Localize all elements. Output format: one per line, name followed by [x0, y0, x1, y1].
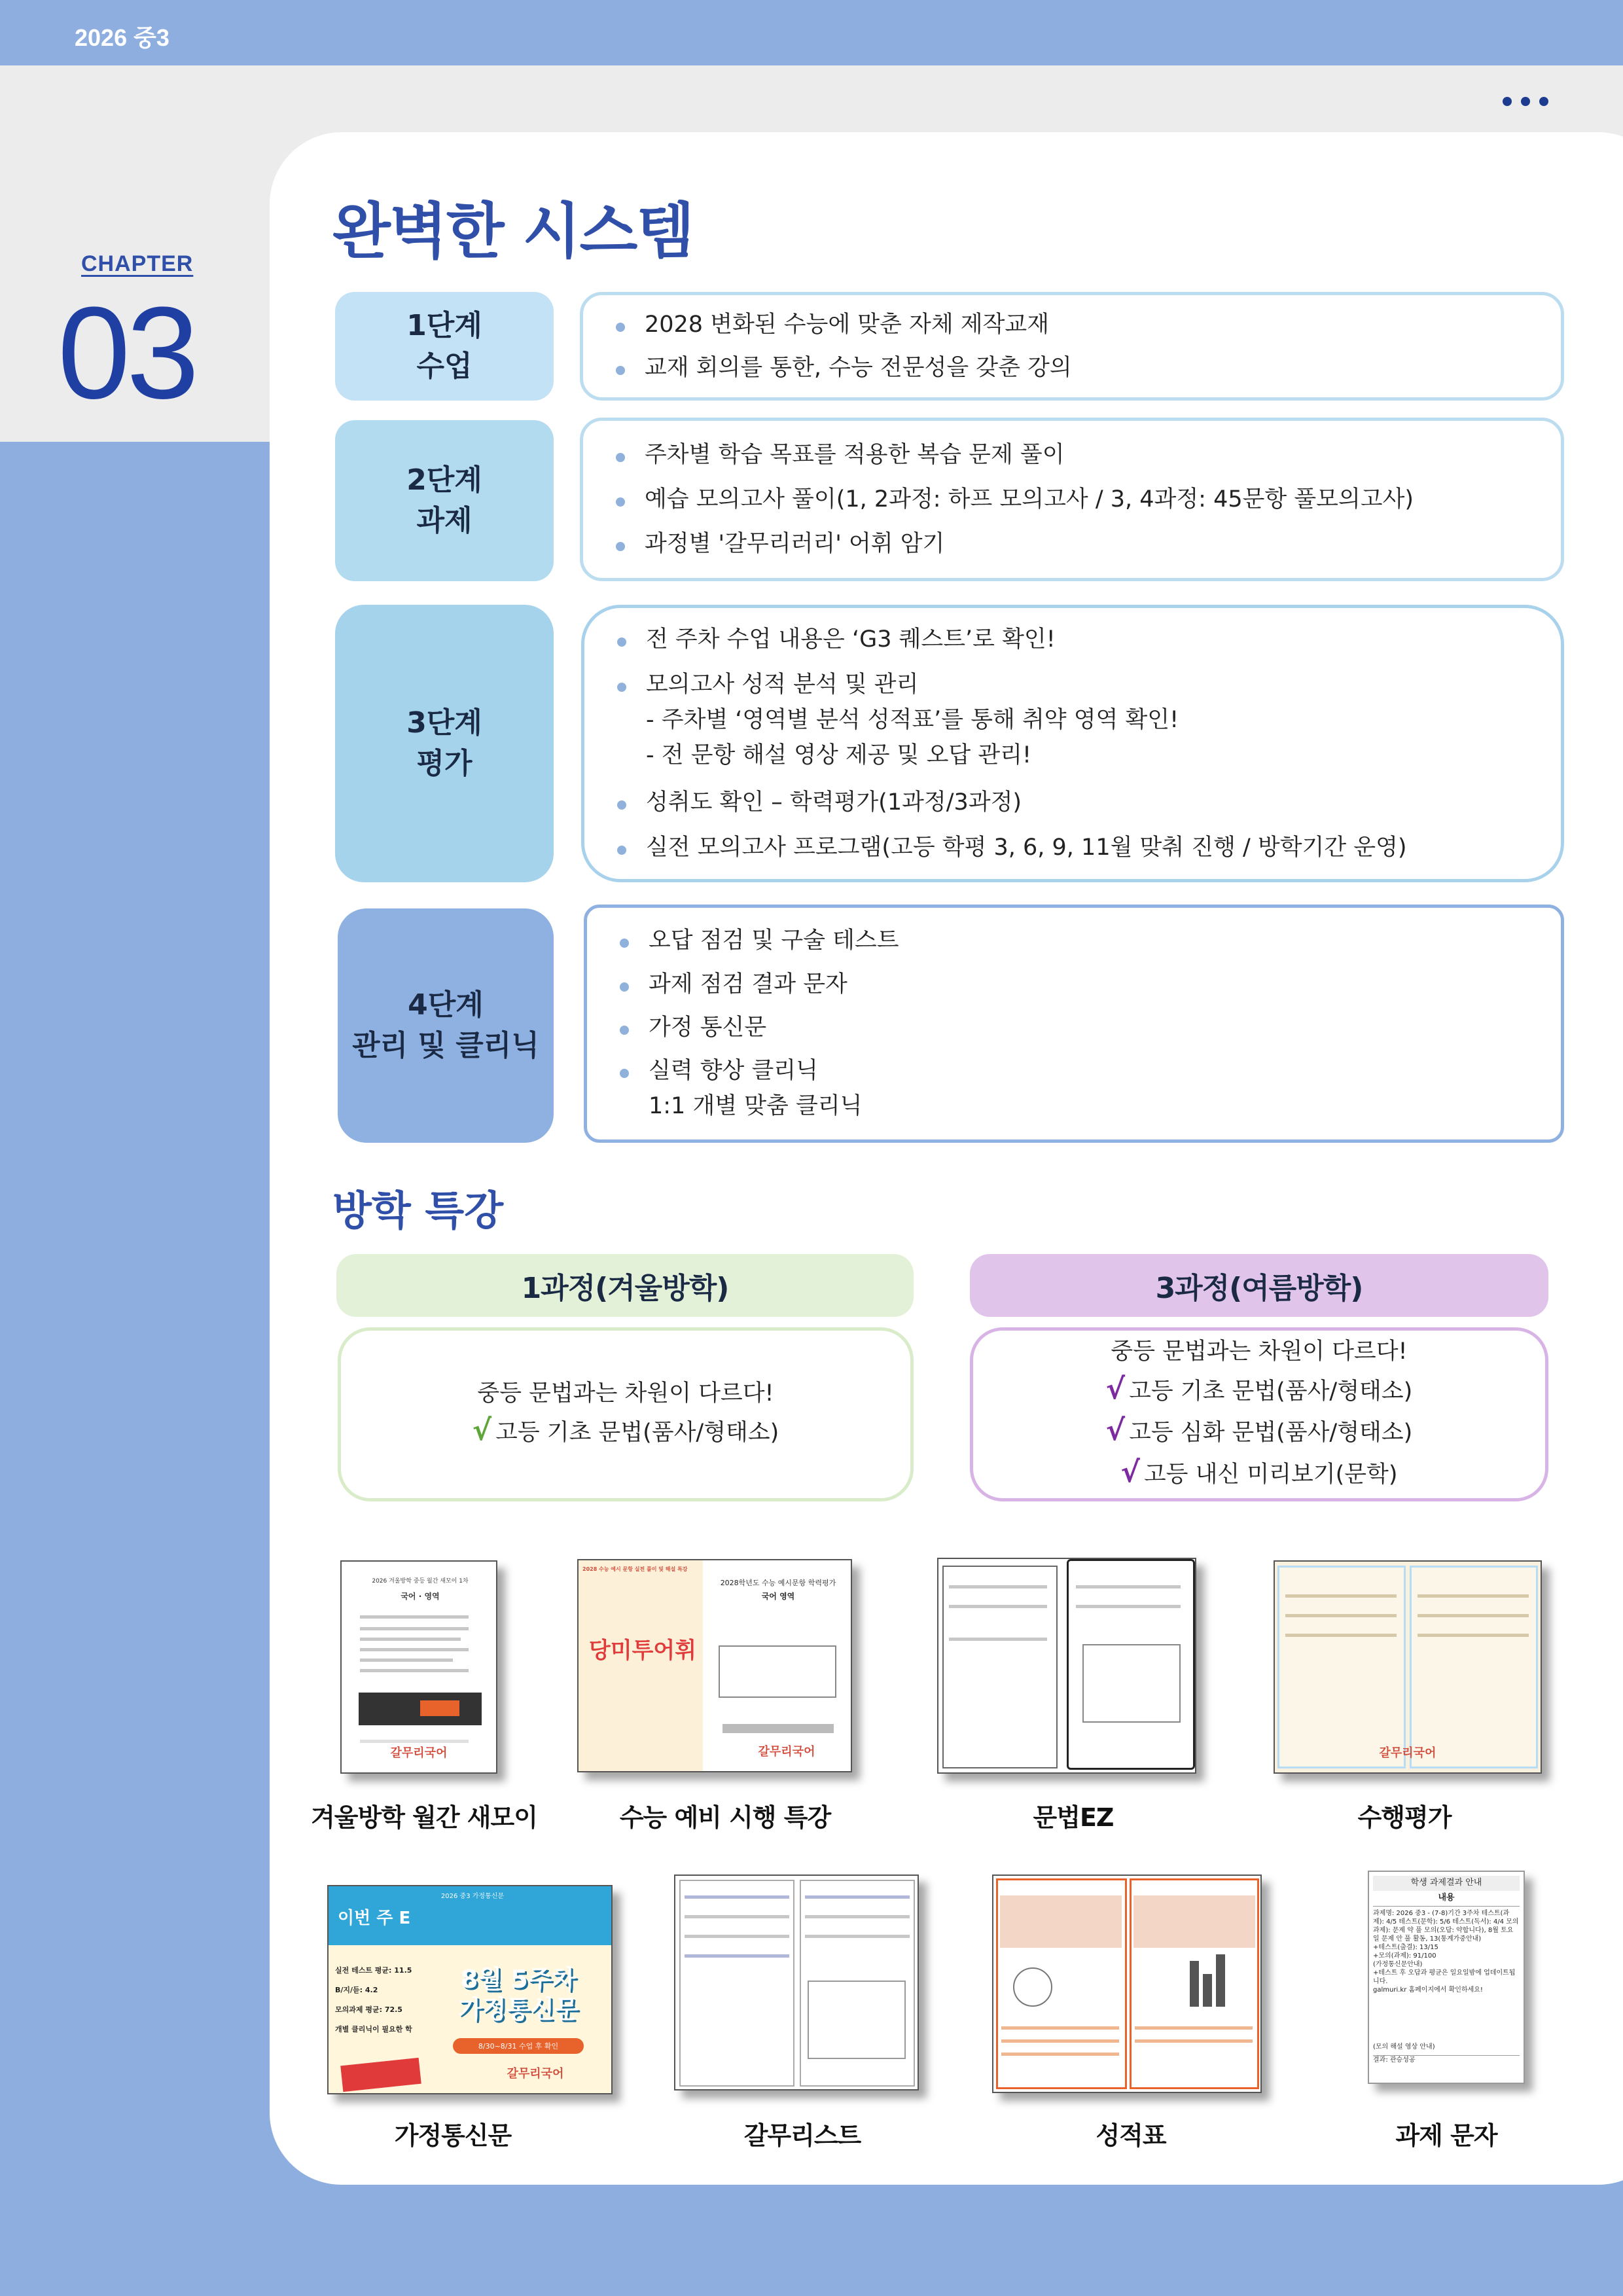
checkmark-icon: √: [472, 1414, 492, 1448]
thumb-grammar-ez: [937, 1558, 1196, 1774]
stage-2-label: 2단계 과제: [335, 420, 554, 581]
header-label: 2026 중3: [75, 24, 169, 51]
stage-3-item: 모의고사 성적 분석 및 관리 - 주차별 ‘영역별 분석 성적표’를 통해 취약 영역 확인! - 전 문항 해설 영상 제공 및 오답 관리!: [617, 667, 1561, 774]
thumb-newsletter-row: 실전 테스트 평균: 11.5: [335, 1966, 412, 1975]
course-2-check: [1106, 1369, 1413, 1410]
thumb-newsletter-label: 2026 중3 가정통신문: [440, 1893, 505, 1900]
course-2-intro: 중등 문법과는 차원이 다르다!: [1111, 1338, 1408, 1365]
chapter-label: CHAPTER: [81, 251, 194, 276]
thumb-newsletter-row: 개별 클리닉이 필요한 학: [335, 2025, 412, 2034]
stage-4-label: 4단계 관리 및 클리닉: [338, 908, 554, 1143]
thumb-winter-monthly: [340, 1560, 497, 1774]
checkmark-icon: √: [1105, 1414, 1126, 1448]
thumb-winter-monthly-header: 2026 겨울방학 중등 월간 새모이 1차: [372, 1578, 469, 1585]
thumb-task-head: 내용: [1373, 1891, 1520, 1907]
thumb-newsletter: [327, 1885, 613, 2094]
thumb-winter-monthly-sub: 국어 · 영역: [401, 1592, 440, 1601]
thumb-suneung-banner: 2028 수능 예시 문항 실전 풀이 및 해설 특강: [582, 1566, 688, 1572]
stage-4-item: 오답 점검 및 구술 테스트: [620, 923, 1561, 958]
thumb-task-body: 과제명: 2026 중3 - (7-8)기간 3주차 테스트(과제): 4/5 테스트(문학): 5/6 테스트(독서): 4/4 모의과제): 문제 약 풀 모의(오답: 약합니다), 8월 토요일 문제 안 풀 활동, 13(통계가중안내) +테스트(출결): 13/15 +모의(과제): 91/100 (가정통신문안내) +테스트 후 오답과 평균은 일요일밤에 업데이트됩니다. galmuri.kr 홈페이지에서 확인하세요!: [1373, 1909, 1519, 1994]
stage-2-item: 과정별 '갈무리러리' 어휘 암기: [616, 526, 1561, 562]
chapter-number: 03: [58, 280, 196, 426]
stage-3-item: 성취도 확인 – 학력평가(1과정/3과정): [617, 785, 1561, 820]
stage-4-item: 가정 통신문: [620, 1010, 1561, 1045]
caption-suneung-preview: 수능 예비 시행 특강: [619, 1803, 831, 1832]
stage-4-item: 실력 향상 클리닉 1:1 개별 맞춤 클리닉: [620, 1053, 1561, 1124]
stage-1-item: 2028 변화된 수능에 맞춘 자체 제작교재: [616, 307, 1561, 342]
caption-winter-monthly: 겨울방학 월간 새모이: [311, 1803, 537, 1832]
thumb-brand: 갈무리국어: [390, 1746, 448, 1760]
course-2-check-text: 고등 심화 문법(품사/형태소): [1129, 1420, 1413, 1446]
thumb-brand: 갈무리국어: [507, 2067, 564, 2081]
course-2-heading: 3과정(여름방학): [970, 1254, 1548, 1317]
course-2-box: [970, 1327, 1548, 1501]
thumb-suneung-preview: [577, 1559, 852, 1772]
caption-report-card: 성적표: [1096, 2121, 1166, 2150]
course-1-box: [338, 1327, 914, 1501]
course-1-check: [473, 1410, 779, 1452]
special-title: 방학 특강: [332, 1187, 504, 1234]
thumb-task-foot: 결과: 관승성공: [1373, 2055, 1520, 2064]
course-2-check: [1120, 1452, 1397, 1494]
caption-newsletter: 가정통신문: [394, 2121, 512, 2150]
thumb-newsletter-row: 모의과제 평균: 72.5: [335, 2005, 402, 2014]
thumb-newsletter-sub: 8/30~8/31 수업 후 확인: [453, 2038, 584, 2054]
caption-performance-eval: 수행평가: [1357, 1803, 1452, 1832]
thumb-brand: 갈무리국어: [1379, 1746, 1436, 1760]
stage-2-item: 예습 모의고사 풀이(1, 2과정: 하프 모의고사 / 3, 4과정: 45문항 풀모의고사): [616, 482, 1561, 517]
thumb-suneung-doc-sub: 국어 영역: [761, 1592, 795, 1601]
caption-task-message: 과제 문자: [1395, 2121, 1497, 2150]
stage-3-item: 실전 모의고사 프로그램(고등 학평 3, 6, 9, 11월 맞춰 진행 / 방학기간 운영): [617, 830, 1561, 865]
course-1-check-text: 고등 기초 문법(품사/형태소): [495, 1420, 779, 1446]
stage-3-item: 전 주차 수업 내용은 ‘G3 퀘스트’로 확인!: [617, 622, 1561, 657]
stage-4-item: 과제 점검 결과 문자: [620, 967, 1561, 1002]
thumb-newsletter-title: 8월 5주차 가정통신문: [458, 1965, 579, 2024]
thumb-performance-eval: [1274, 1560, 1542, 1774]
stage-1-box: [580, 292, 1564, 401]
stage-1-item: 교재 회의를 통한, 수능 전문성을 갖춘 강의: [616, 350, 1561, 386]
thumb-suneung-badge: 당미투어휘: [588, 1638, 697, 1664]
thumb-task-message: [1368, 1871, 1525, 2084]
thumb-task-foot: (모의 해설 영상 안내): [1373, 2043, 1435, 2051]
stage-3-label: 3단계 평가: [335, 605, 554, 882]
caption-grammar-ez: 문법EZ: [1033, 1803, 1114, 1832]
checkmark-icon: √: [1120, 1456, 1140, 1490]
thumb-galmuri-list: [674, 1874, 919, 2090]
more-icon: [1503, 97, 1548, 106]
course-2-check: [1106, 1410, 1413, 1452]
stage-1-label: 1단계 수업: [335, 292, 554, 401]
thumb-brand: 갈무리국어: [758, 1745, 815, 1759]
stage-3-box: [581, 605, 1564, 882]
page-title: 완벽한 시스템: [332, 196, 694, 266]
course-2-check-text: 고등 내신 미리보기(문학): [1143, 1462, 1398, 1488]
course-2-check-text: 고등 기초 문법(품사/형태소): [1129, 1378, 1413, 1405]
checkmark-icon: √: [1105, 1372, 1126, 1406]
course-1-heading: 1과정(겨울방학): [336, 1254, 914, 1317]
course-1-intro: 중등 문법과는 차원이 다르다!: [477, 1380, 774, 1407]
thumb-report-card: [992, 1874, 1262, 2093]
thumb-newsletter-row: B/지/듣: 4.2: [335, 1986, 378, 1994]
thumb-newsletter-top: 이번 주 E: [338, 1909, 411, 1928]
stage-2-item: 주차별 학습 목표를 적용한 복습 문제 풀이: [616, 437, 1561, 473]
thumb-suneung-doc-title: 2028학년도 수능 예시문항 학력평가: [720, 1579, 836, 1587]
top-bar: [0, 0, 1623, 65]
stage-4-box: [584, 905, 1564, 1143]
stage-2-box: [580, 418, 1564, 581]
caption-galmuri-list: 갈무리스트: [743, 2121, 861, 2150]
thumb-task-title: 학생 과제결과 안내: [1373, 1876, 1520, 1891]
